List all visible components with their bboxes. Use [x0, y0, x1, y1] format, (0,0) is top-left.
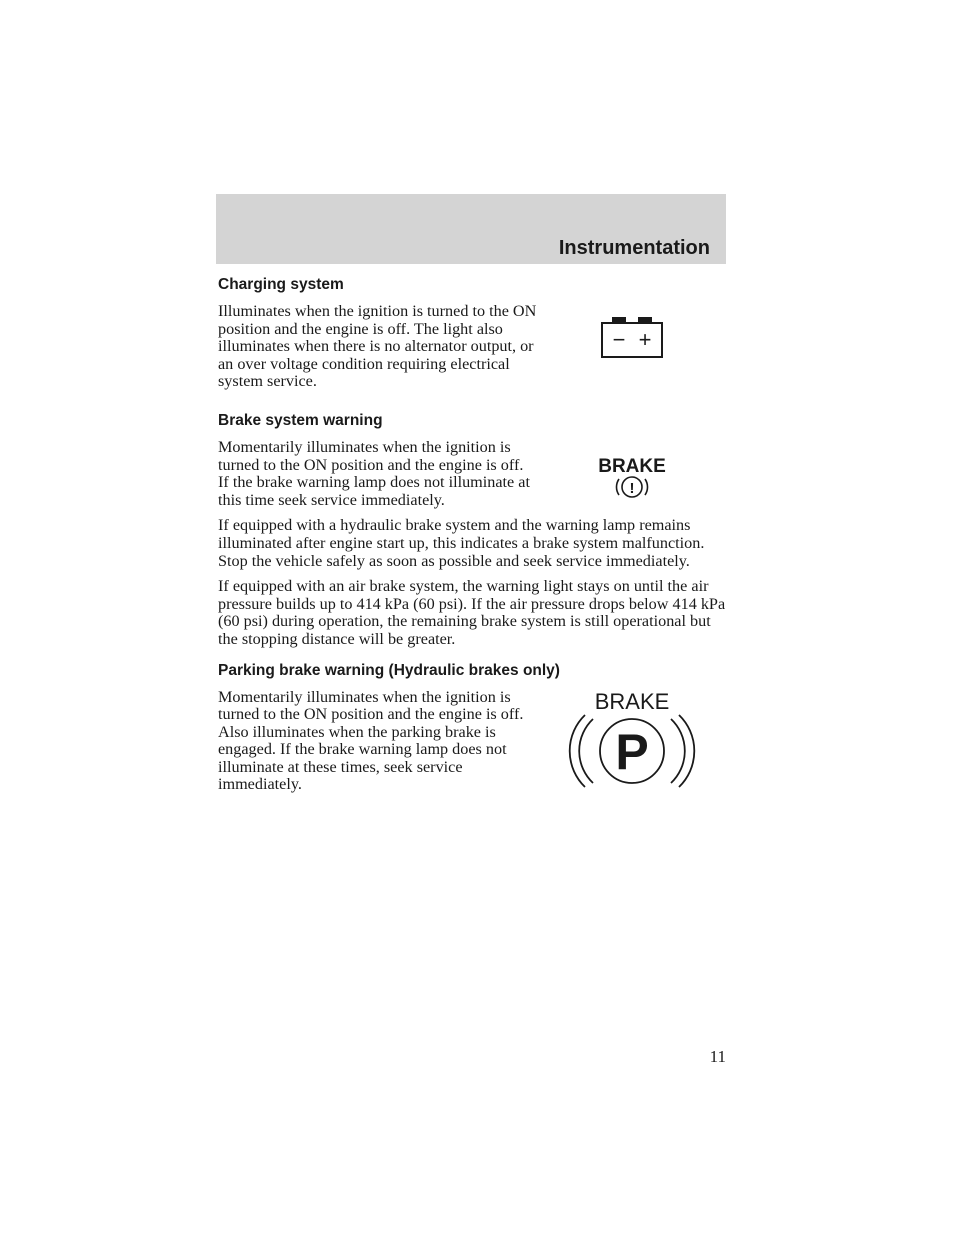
page-content: [218, 275, 726, 814]
brake-warning-icon: [597, 453, 667, 503]
brake-exclamation-mark: !: [629, 479, 635, 497]
parking-brake-word: BRAKE: [594, 688, 670, 714]
text-parking-brake-warning: Momentarily illuminates when the ignition is turned to the ON position and the engine is off. Also illuminates when the parking brake is engaged. If the brake warning lamp does not illuminate at these times, seek service immediately.: [218, 687, 524, 794]
parking-brake-icon: [557, 689, 707, 789]
brake-warning-word: BRAKE: [598, 455, 666, 477]
text-charging-system: Illuminates when the ignition is turned to the ON position and the engine is off. The light also illuminates when there is no alternator output, or an over voltage condition requiring electrical system service.: [218, 302, 537, 391]
section-header-band: [216, 194, 726, 264]
section-title: Instrumentation: [558, 237, 710, 259]
parking-brake-letter: P: [615, 723, 649, 780]
battery-minus-label: −: [612, 327, 626, 352]
battery-icon: [600, 317, 664, 359]
heading-brake-system-warning: Brake system warning: [218, 411, 383, 429]
text-air-brake: If equipped with an air brake system, the warning light stays on until the air pressure builds up to 414 kPa (60 psi). If the air pressure drops below 414 kPa (60 psi) during operation, the remaining brake system is still operational but the stopping distance will be greater.: [218, 577, 726, 648]
heading-charging-system: Charging system: [218, 276, 344, 293]
section-brake-system-warning: [218, 411, 726, 649]
battery-plus-label: +: [638, 327, 652, 352]
page-number: 11: [709, 1047, 726, 1066]
text-hydraulic-brake: If equipped with a hydraulic brake system and the warning lamp remains illuminated after engine start up, this indicates a brake system malfunction. Stop the vehicle safely as soon as possible and seek service immediately.: [218, 516, 705, 570]
section-parking-brake-warning: [218, 661, 726, 803]
section-charging-system: [218, 275, 726, 399]
text-brake-system-warning: Momentarily illuminates when the ignition is turned to the ON position and the engine is off. If the brake warning lamp does not illuminate at this time seek service immediately.: [218, 437, 530, 509]
heading-parking-brake-warning: Parking brake warning (Hydraulic brakes only): [218, 661, 560, 679]
